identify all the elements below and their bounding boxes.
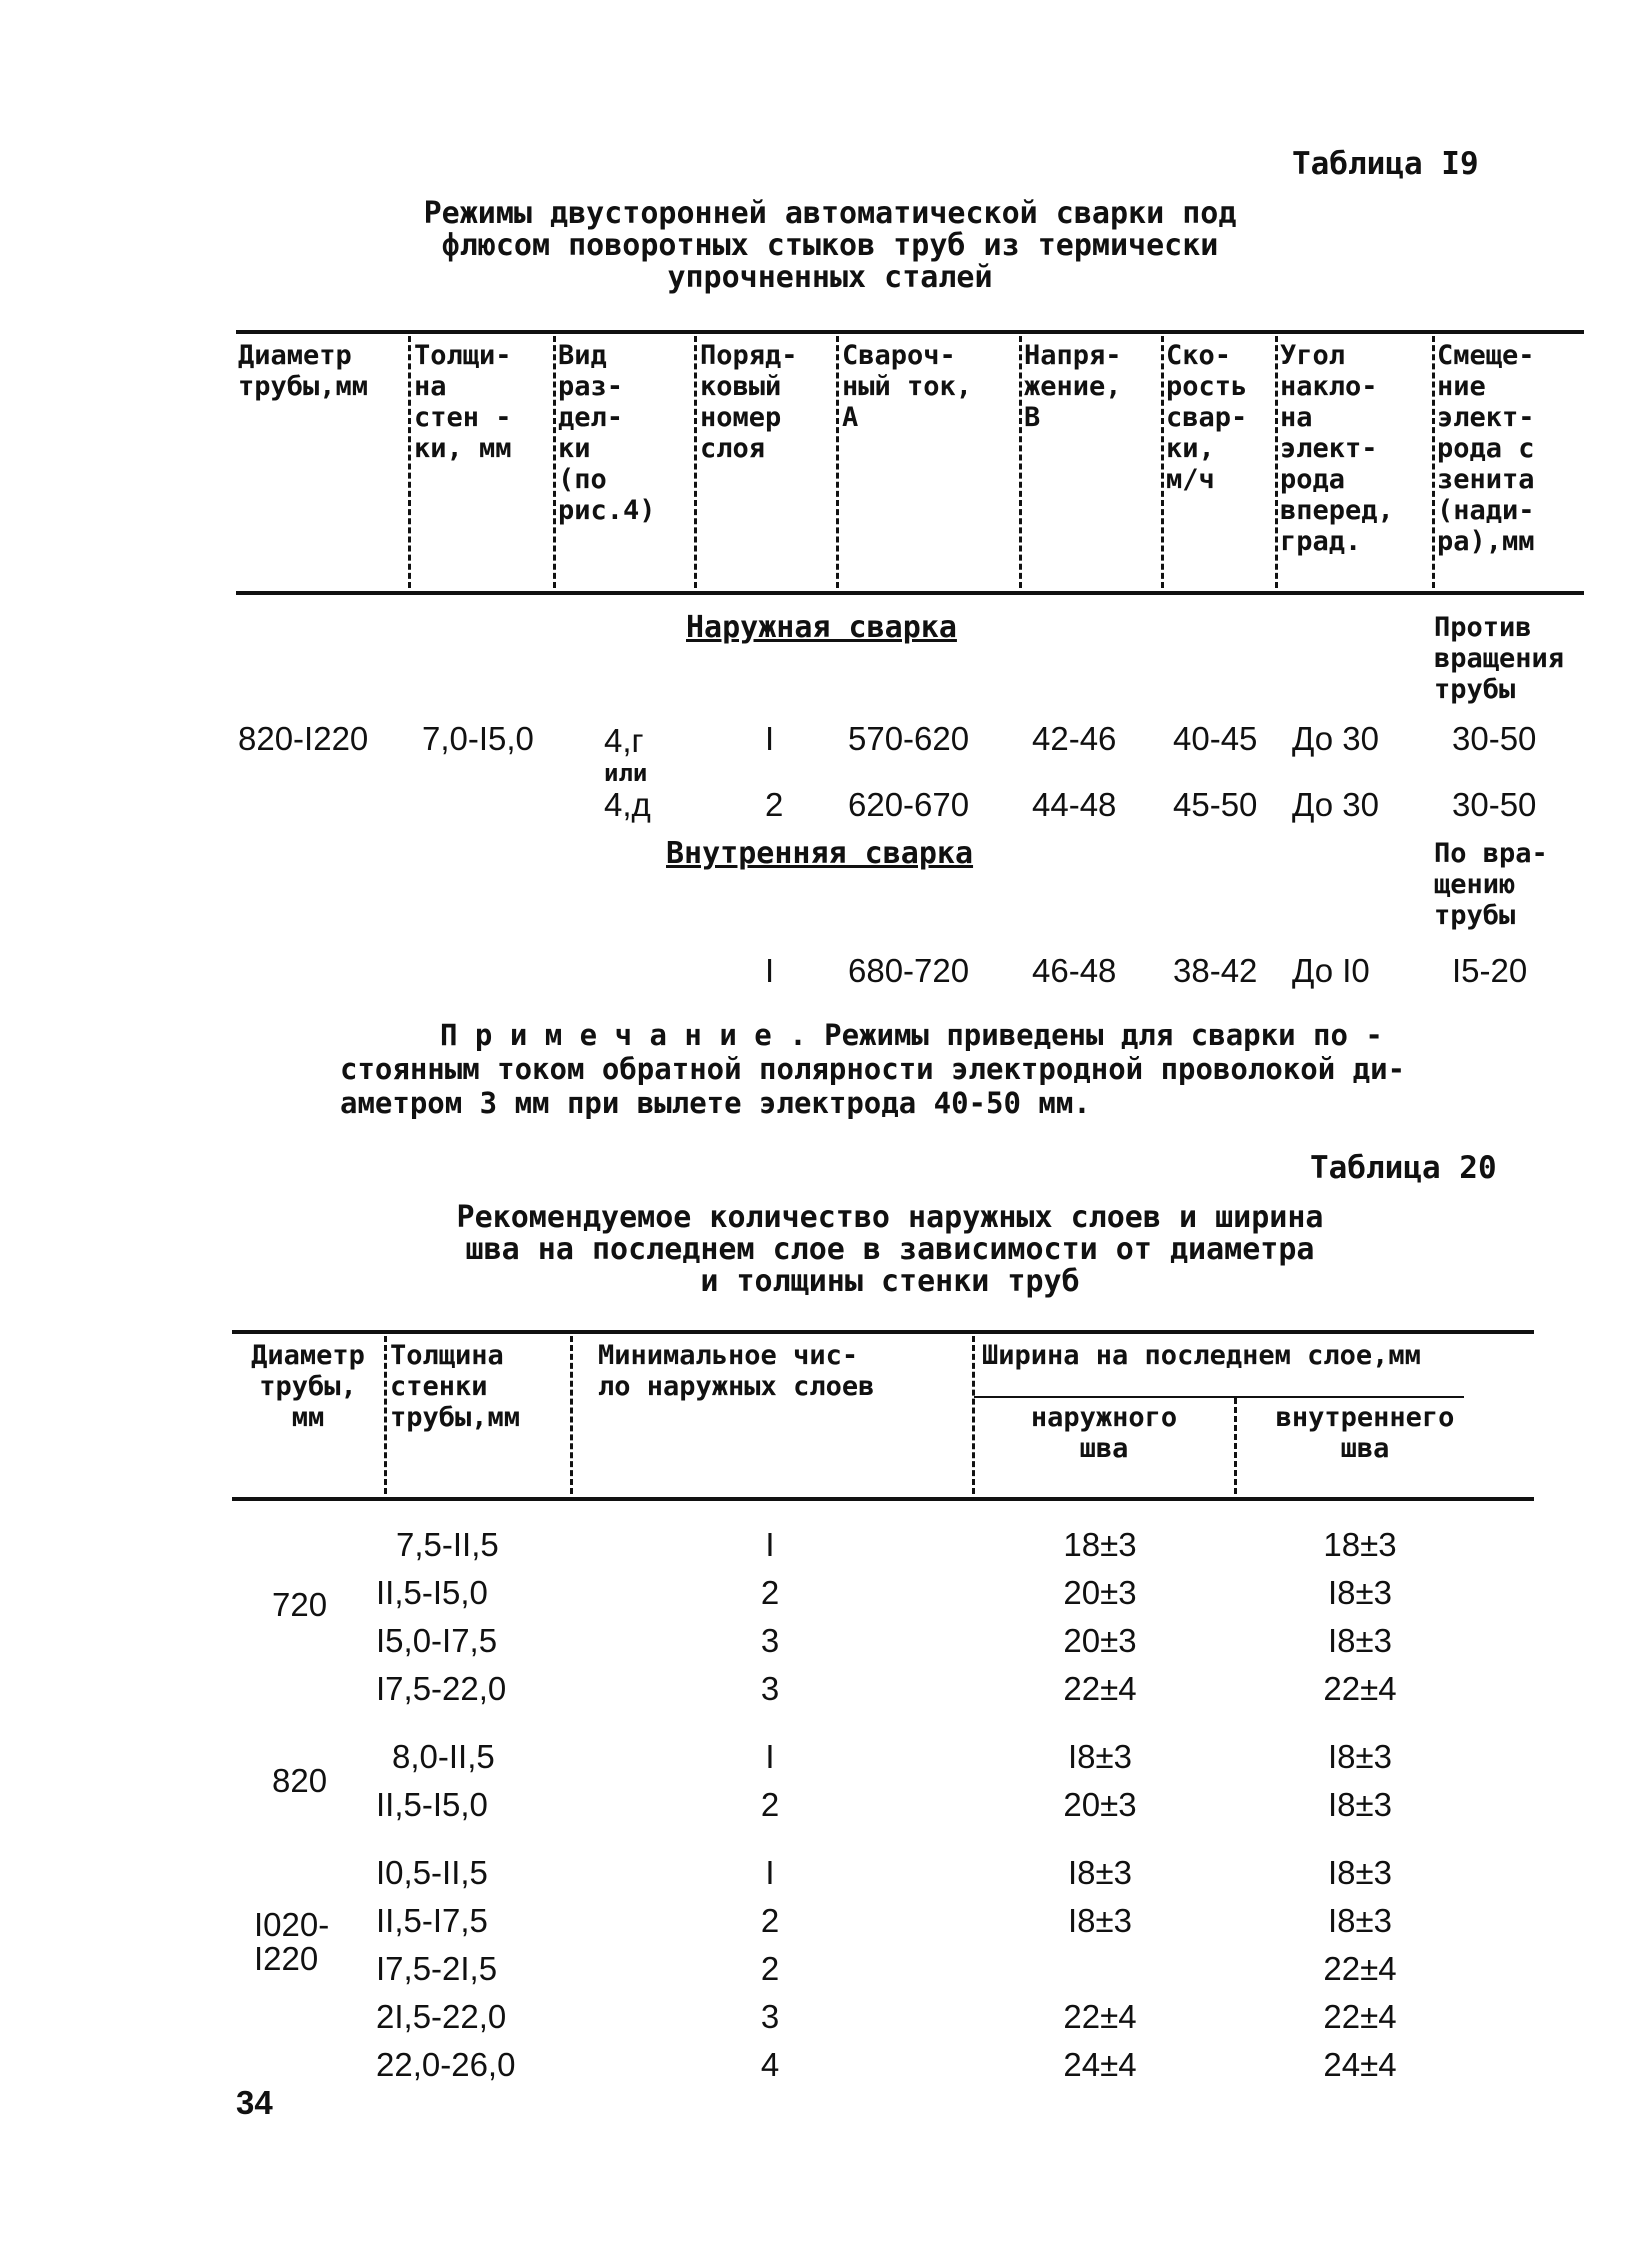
table20-title-line: Рекомендуемое количество наружных слоев и ширина	[456, 1200, 1324, 1235]
t19-row1-voltage: 42-46	[1032, 720, 1117, 757]
table20-header-thickness: Толщина стенки трубы,мм	[390, 1340, 521, 1433]
table19-title-line: Режимы двусторонней автоматической сварки под	[423, 196, 1237, 231]
table19-label: Таблица I9	[1292, 146, 1479, 182]
note-line2: стоянным током обратной полярности электродной проволокой ди-	[340, 1052, 1406, 1086]
table19-header-diameter: Диаметр трубы,мм	[238, 340, 369, 402]
table19-header-layer: Поряд- ковый номер слоя	[700, 340, 798, 464]
t20-group-diameter: 720	[272, 1586, 328, 1623]
t20-row-layers: 4	[760, 2046, 780, 2083]
t20-row-inner: I8±3	[1328, 1902, 1392, 1939]
t19-row3-angle: До I0	[1292, 952, 1370, 989]
t19-row2-angle: До 30	[1292, 786, 1379, 823]
note-lead: П р и м е ч а н и е .	[440, 1018, 807, 1052]
table20-col-sep	[1234, 1398, 1237, 1494]
table19-col-sep	[694, 336, 697, 588]
table20-label: Таблица 20	[1310, 1150, 1497, 1186]
t20-row-thickness: II,5-I5,0	[376, 1574, 488, 1611]
t20-row-outer: I8±3	[1068, 1854, 1132, 1891]
table20-col-sep	[384, 1336, 387, 1494]
note-against-rotation: Против вращения трубы	[1434, 612, 1565, 705]
t20-row-inner: I8±3	[1328, 1574, 1392, 1611]
table19-col-sep	[1161, 336, 1164, 588]
t20-row-inner: I8±3	[1328, 1854, 1392, 1891]
t20-row-thickness: 7,5-II,5	[396, 1526, 499, 1563]
table19-header-rule	[236, 591, 1584, 595]
t20-row-thickness: II,5-I5,0	[376, 1786, 488, 1823]
table20-col-sep	[972, 1336, 975, 1494]
table19-title-line: флюсом поворотных стыков труб из термически	[441, 228, 1219, 263]
t20-group-diameter: I020- I220	[254, 1906, 330, 1977]
page-number: 34	[236, 2084, 273, 2121]
t19-row2-current: 620-670	[848, 786, 970, 823]
t19-row3-layer: I	[765, 952, 775, 989]
note-line1	[440, 1018, 1383, 1052]
t20-row-inner: I8±3	[1328, 1622, 1392, 1659]
table19-col-sep	[1275, 336, 1278, 588]
t20-row-outer: 24±4	[1063, 2046, 1137, 2083]
t20-row-layers: I	[765, 1854, 775, 1891]
t19-row2-offset: 30-50	[1452, 786, 1537, 823]
table19-header-offset: Смеще- ние элект- рода с зенита (нади- ра),мм	[1437, 340, 1535, 557]
table19-header-current: Свароч- ный ток, А	[842, 340, 973, 433]
t20-row-inner: 22±4	[1323, 1670, 1397, 1707]
t19-row1-current: 570-620	[848, 720, 970, 757]
table19-top-rule	[236, 330, 1584, 334]
table20-header-diameter: Диаметр трубы, мм	[251, 1340, 365, 1433]
t19-row1-speed: 40-45	[1173, 720, 1258, 757]
t20-row-layers: 3	[760, 1622, 780, 1659]
t20-row-thickness: 2I,5-22,0	[376, 1998, 507, 2035]
t20-row-inner: I8±3	[1328, 1786, 1392, 1823]
t19-row3-speed: 38-42	[1173, 952, 1258, 989]
t20-row-thickness: I5,0-I7,5	[376, 1622, 498, 1659]
t20-row-outer: 20±3	[1063, 1574, 1137, 1611]
table20-subheader-rule	[974, 1396, 1464, 1398]
t20-row-outer: 22±4	[1063, 1998, 1137, 2035]
t20-row-outer: I8±3	[1068, 1738, 1132, 1775]
table19-title	[330, 198, 1330, 294]
table19-header-preparation: Вид раз- дел- ки (по рис.4)	[558, 340, 656, 526]
t20-row-layers: I	[765, 1738, 775, 1775]
t19-row1-diameter: 820-I220	[238, 720, 369, 757]
table19-col-sep	[1432, 336, 1435, 588]
t20-row-inner: 22±4	[1323, 1950, 1397, 1987]
table19-col-sep	[836, 336, 839, 588]
t19-row1-thickness: 7,0-I5,0	[422, 720, 534, 757]
t20-row-outer: 22±4	[1063, 1670, 1137, 1707]
t20-row-layers: 2	[760, 1786, 780, 1823]
table20-col-sep	[570, 1336, 573, 1494]
t20-row-inner: 18±3	[1323, 1526, 1397, 1563]
table20-title-line: и толщины стенки труб	[700, 1264, 1080, 1299]
table19-col-sep	[408, 336, 411, 588]
table20-header-outer: наружного шва	[1030, 1402, 1178, 1464]
table19-col-sep	[1019, 336, 1022, 588]
note-text: Режимы приведены для сварки по -	[824, 1018, 1383, 1052]
t19-row3-voltage: 46-48	[1032, 952, 1117, 989]
t20-row-thickness: I7,5-22,0	[376, 1670, 507, 1707]
t20-row-inner: I8±3	[1328, 1738, 1392, 1775]
t20-row-outer: 20±3	[1063, 1786, 1137, 1823]
table19-header-speed: Ско- рость свар- ки, м/ч	[1166, 340, 1248, 495]
t19-row1-prep-b: 4,д	[604, 786, 651, 823]
table20-title	[390, 1202, 1390, 1298]
t19-row1-layer: I	[765, 720, 775, 757]
table19-header-angle: Угол накло- на элект- рода вперед, град.	[1280, 340, 1394, 557]
t19-row3-offset: I5-20	[1452, 952, 1528, 989]
t20-row-layers: 2	[760, 1902, 780, 1939]
t20-row-thickness: 8,0-II,5	[392, 1738, 495, 1775]
t20-row-thickness: II,5-I7,5	[376, 1902, 488, 1939]
note-line3: аметром 3 мм при вылете электрода 40-50 мм.	[340, 1086, 1091, 1120]
table20-header-rule	[232, 1497, 1534, 1501]
table19-header-voltage: Напря- жение, В	[1024, 340, 1122, 433]
t19-row1-offset: 30-50	[1452, 720, 1537, 757]
t20-row-layers: I	[765, 1526, 775, 1563]
t20-row-thickness: 22,0-26,0	[376, 2046, 516, 2083]
section-outer-welding: Наружная сварка	[686, 610, 957, 645]
table19-title-line: упрочненных сталей	[667, 260, 993, 295]
table20-header-layers: Минимальное чис- ло наружных слоев	[598, 1340, 875, 1402]
table19-col-sep	[553, 336, 556, 588]
t19-row2-voltage: 44-48	[1032, 786, 1117, 823]
t19-row1-prep-a: 4,г	[604, 722, 644, 759]
table20-header-inner: внутреннего шва	[1275, 1402, 1455, 1464]
t20-row-layers: 3	[760, 1670, 780, 1707]
t19-row1-angle: До 30	[1292, 720, 1379, 757]
t20-row-inner: 22±4	[1323, 1998, 1397, 2035]
t20-row-layers: 2	[760, 1574, 780, 1611]
t19-row2-layer: 2	[765, 786, 784, 823]
table20-header-width: Ширина на последнем слое,мм	[982, 1340, 1421, 1371]
t20-row-layers: 2	[760, 1950, 780, 1987]
t20-row-outer: 20±3	[1063, 1622, 1137, 1659]
t20-row-thickness: I0,5-II,5	[376, 1854, 488, 1891]
note-with-rotation: По вра- щению трубы	[1434, 838, 1548, 931]
t20-row-outer: 18±3	[1063, 1526, 1137, 1563]
t20-row-inner: 24±4	[1323, 2046, 1397, 2083]
section-inner-welding: Внутренняя сварка	[666, 836, 974, 871]
t19-row1-prep-or: или	[604, 759, 648, 787]
table19-header-thickness: Толщи- на стен - ки, мм	[414, 340, 512, 464]
t19-row2-speed: 45-50	[1173, 786, 1258, 823]
t20-row-outer: I8±3	[1068, 1902, 1132, 1939]
table20-title-line: шва на последнем слое в зависимости от диаметра	[465, 1232, 1315, 1267]
t20-group-diameter: 820	[272, 1762, 328, 1799]
table20-top-rule	[232, 1330, 1534, 1334]
t20-row-thickness: I7,5-2I,5	[376, 1950, 498, 1987]
t19-row3-current: 680-720	[848, 952, 970, 989]
t20-row-layers: 3	[760, 1998, 780, 2035]
